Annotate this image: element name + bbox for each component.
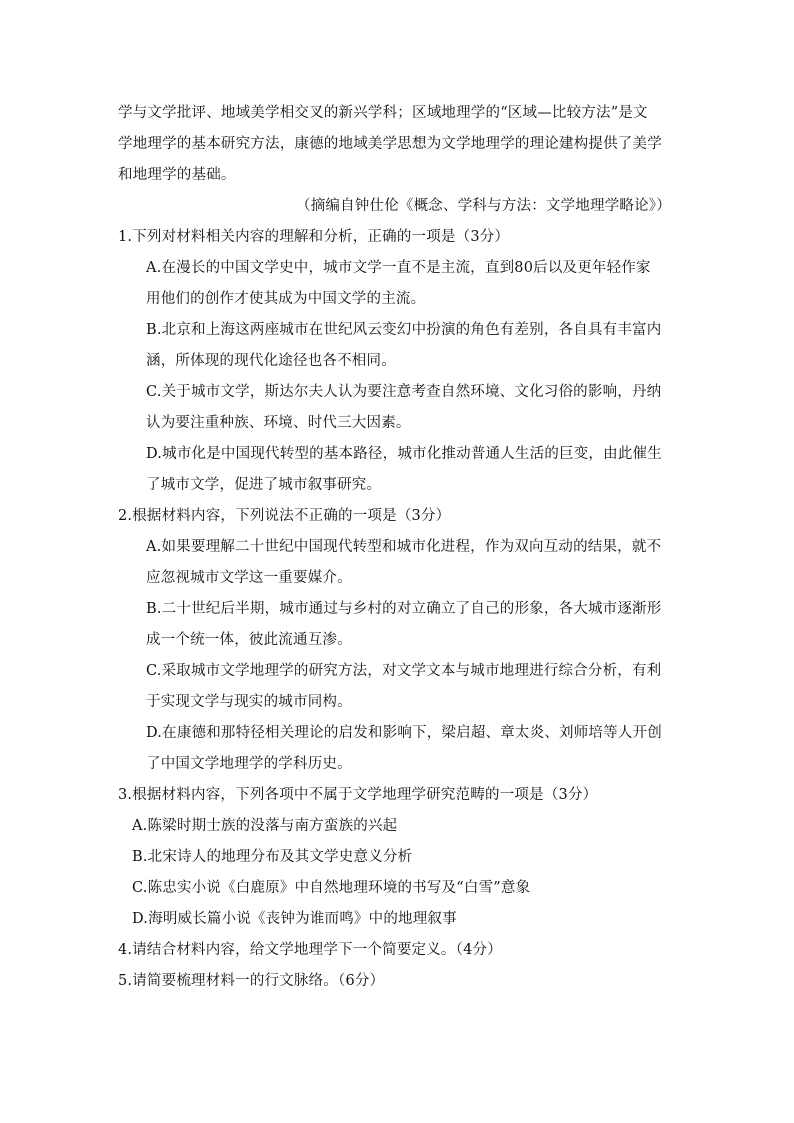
question-2-stem: 2.根据材料内容，下列说法不正确的一项是（3分） [118,508,451,524]
q2-option-b-line-1: B.二十世纪后半期，城市通过与乡村的对立确立了自己的形象，各大城市逐渐形 [146,601,662,617]
q2-option-d-line-2: 了中国文学地理学的学科历史。 [146,756,352,772]
q1-option-a-line-1: A.在漫长的中国文学史中，城市文学一直不是主流，直到80后以及更年轻作家 [146,260,651,276]
intro-line-1: 学与文学批评、地域美学相交叉的新兴学科；区域地理学的“区域—比较方法”是文 [118,105,648,121]
question-3-stem: 3.根据材料内容，下列各项中不属于文学地理学研究范畴的一项是（3分） [118,787,598,803]
q3-option-a: A.陈梁时期士族的没落与南方蛮族的兴起 [132,818,398,834]
intro-line-2: 学地理学的基本研究方法，康德的地域美学思想为文学地理学的理论建构提供了美学 [118,136,662,152]
q1-option-b-line-2: 涵，所体现的现代化途径也各不相同。 [146,353,396,369]
q1-option-d-line-1: D.城市化是中国现代转型的基本路径，城市化推动普通人生活的巨变，由此催生 [146,446,662,462]
q1-option-c-line-1: C.关于城市文学，斯达尔夫人认为要注意考查自然环境、文化习俗的影响，丹纳 [146,384,662,400]
source-citation: （摘编自钟仕伦《概念、学科与方法：文学地理学略论》） [296,198,671,214]
q2-option-d-line-1: D.在康德和那特径相关理论的启发和影响下，梁启超、章太炎、刘师培等人开创 [146,725,662,741]
q2-option-c-line-1: C.采取城市文学地理学的研究方法，对文学文本与城市地理进行综合分析，有利 [146,663,662,679]
q1-option-a-line-2: 用他们的创作才使其成为中国文学的主流。 [146,291,426,307]
question-4-stem: 4.请结合材料内容，给文学地理学下一个简要定义。（4分） [118,942,502,958]
q3-option-d: D.海明威长篇小说《丧钟为谁而鸣》中的地理叙事 [132,911,457,927]
question-1-stem: 1.下列对材料相关内容的理解和分析，正确的一项是（3分） [118,229,510,245]
q2-option-b-line-2: 成一个统一体，彼此流通互渗。 [146,632,352,648]
q2-option-c-line-2: 于实现文学与现实的城市同构。 [146,694,352,710]
q1-option-d-line-2: 了城市文学，促进了城市叙事研究。 [146,477,382,493]
q1-option-c-line-2: 认为要注重种族、环境、时代三大因素。 [146,415,411,431]
q3-option-b: B.北宋诗人的地理分布及其文学史意义分析 [132,849,413,865]
q2-option-a-line-1: A.如果要理解二十世纪中国现代转型和城市化进程，作为双向互动的结果，就不 [146,539,662,555]
q2-option-a-line-2: 应忽视城市文学这一重要媒介。 [146,570,352,586]
q1-option-b-line-1: B.北京和上海这两座城市在世纪风云变幻中扮演的角色有差别，各自具有丰富内 [146,322,662,338]
q3-option-c: C.陈忠实小说《白鹿原》中自然地理环境的书写及“白雪”意象 [132,880,531,896]
intro-line-3: 和地理学的基础。 [118,167,236,183]
question-5-stem: 5.请简要梳理材料一的行文脉络。（6分） [118,973,385,989]
